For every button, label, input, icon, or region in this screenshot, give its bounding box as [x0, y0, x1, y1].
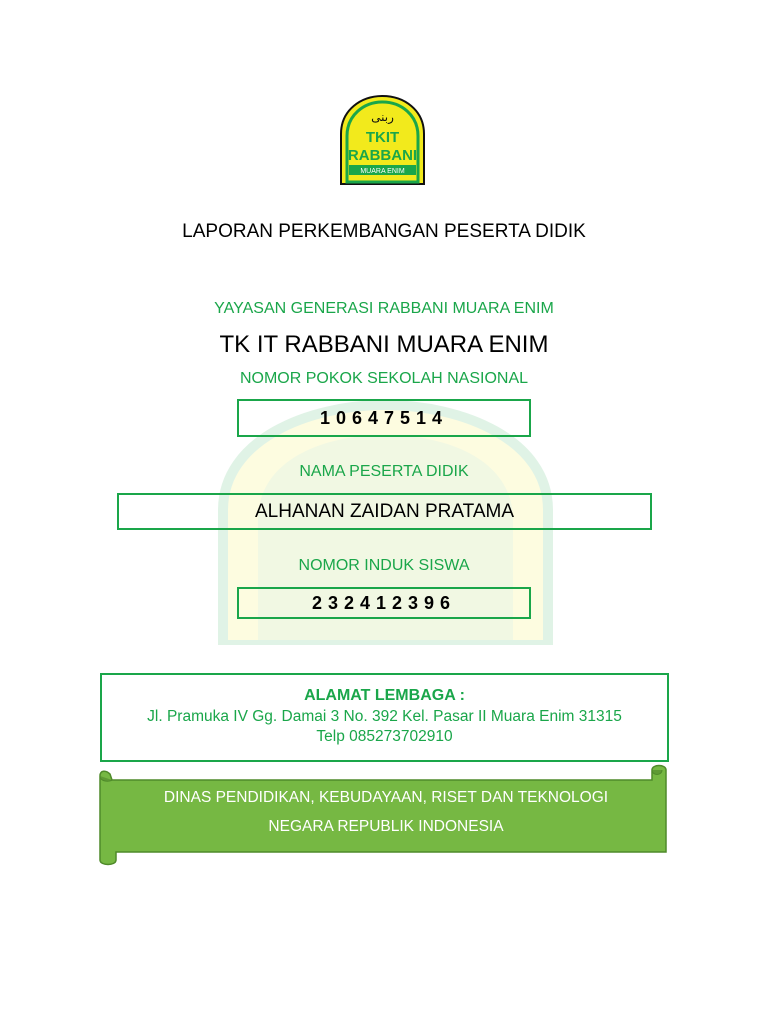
report-title: LAPORAN PERKEMBANGAN PESERTA DIDIK — [182, 221, 586, 242]
logo-arabic: ربنى — [371, 110, 394, 124]
school-logo — [339, 94, 426, 186]
nis-value-box — [237, 587, 531, 619]
banner-scroll — [96, 762, 668, 866]
student-label: NAMA PESERTA DIDIK — [299, 463, 469, 480]
npsn-value: 10647514 — [319, 408, 449, 428]
npsn-value-box — [237, 399, 531, 437]
student-value-box — [117, 493, 652, 530]
address-box — [100, 673, 669, 762]
school-name: TK IT RABBANI MUARA ENIM — [219, 331, 549, 358]
logo-line3: MUARA ENIM — [360, 168, 405, 175]
logo-line2: RABBANI — [347, 147, 418, 164]
nis-value: 232412396 — [311, 593, 457, 613]
banner-line1: DINAS PENDIDIKAN, KEBUDAYAAN, RISET DAN TEKNOLOGI — [163, 789, 609, 806]
foundation-name: YAYASAN GENERASI RABBANI MUARA ENIM — [214, 300, 554, 317]
address-label: ALAMAT LEMBAGA : — [304, 687, 465, 704]
address-phone: Telp 085273702910 — [316, 728, 453, 745]
banner-line2: NEGARA REPUBLIK INDONESIA — [268, 818, 504, 835]
logo-line1: TKIT — [365, 129, 400, 146]
nis-label: NOMOR INDUK SISWA — [298, 557, 470, 574]
student-value: ALHANAN ZAIDAN PRATAMA — [254, 501, 514, 522]
address-line1: Jl. Pramuka IV Gg. Damai 3 No. 392 Kel. Pasar II Muara Enim 31315 — [147, 708, 622, 725]
npsn-label: NOMOR POKOK SEKOLAH NASIONAL — [239, 370, 529, 387]
